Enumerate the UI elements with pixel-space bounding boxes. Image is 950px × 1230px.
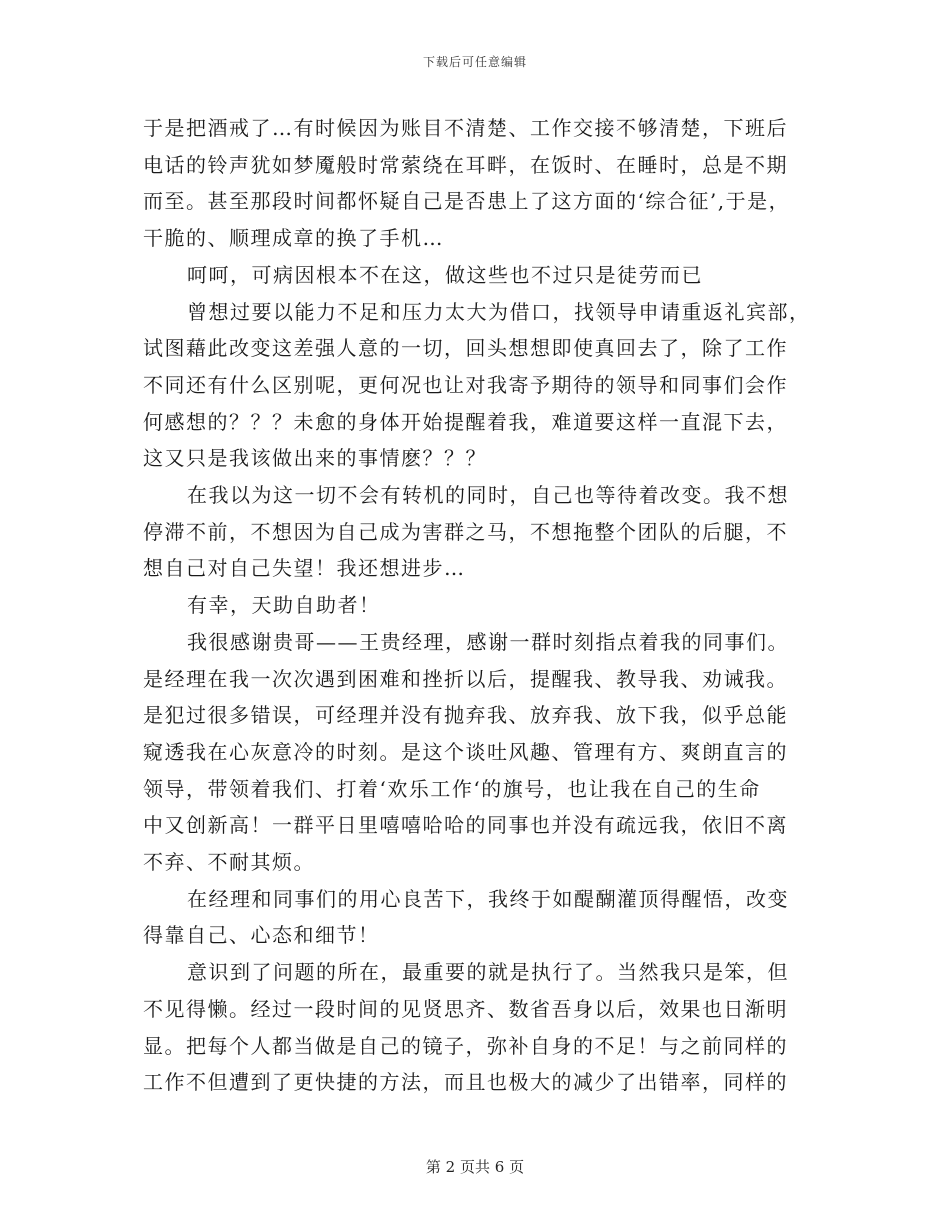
text-line: 停滞不前，不想因为自己成为害群之马，不想拖整个团队的后腿，不 [143,519,788,544]
text-line: 显。把每个人都当做是自己的镜子，弥补自身的不足！与之前同样的 [143,1033,788,1058]
text-line: 呵呵，可病因根本不在这，做这些也不过只是徒劳而已 [187,262,703,287]
text-line: 领导，带领着我们、打着‘欢乐工作‘的旗号，也让我在自己的生命 [143,776,761,801]
text-line: 想自己对自己失望！我还想进步… [143,556,466,581]
text-line: 是犯过很多错误，可经理并没有抛弃我、放弃我、放下我，似乎总能 [143,703,788,728]
text-line: 电话的铃声犹如梦魇般时常萦绕在耳畔，在饭时、在睡时，总是不期 [143,152,788,177]
text-line: 我很感谢贵哥——王贵经理，感谢一群时刻指点着我的同事们。 [187,629,789,654]
text-line: 不同还有什么区别呢，更何况也让对我寄予期待的领导和同事们会作 [143,372,788,397]
text-line: 干脆的、顺理成章的换了手机… [143,226,444,251]
text-line: 窥透我在心灰意冷的时刻。是这个谈吐风趣、管理有方、爽朗直言的 [143,739,788,764]
text-line: 工作不但遭到了更快捷的方法，而且也极大的减少了出错率，同样的 [143,1070,788,1095]
text-line: 有幸，天助自助者！ [187,593,381,618]
text-line: 在我以为这一切不会有转机的同时，自己也等待着改变。我不想 [187,483,789,508]
text-line: 这又只是我该做出来的事情麽？？？ [143,446,487,471]
page-header: 下载后可任意编辑 [422,55,527,69]
text-line: 而至。甚至那段时间都怀疑自己是否患上了这方面的‘综合征’,于是， [143,189,791,214]
text-line: 试图藉此改变这差强人意的一切，回头想想即使真回去了，除了工作 [143,336,788,361]
text-line: 何感想的？？？未愈的身体开始提醒着我，难道要这样一直混下去， [143,409,788,434]
text-line: 意识到了问题的所在，最重要的就是执行了。当然我只是笨，但 [187,960,789,985]
text-line: 是经理在我一次次遇到困难和挫折以后，提醒我、教导我、劝诫我。 [143,666,788,691]
text-line: 中又创新高！一群平日里嘻嘻哈哈的同事也并没有疏远我，依旧不离 [143,813,788,838]
text-line: 在经理和同事们的用心良苦下，我终于如醍醐灌顶得醒悟，改变 [187,886,789,911]
document-body [143,110,811,1101]
text-line: 于是把酒戒了…有时候因为账目不清楚、工作交接不够清楚，下班后 [143,116,788,140]
text-line: 不弃、不耐其烦。 [143,850,315,875]
page-footer: 第 2 页共 6 页 [425,1158,525,1176]
text-line: 得靠自己、心态和细节！ [143,923,380,948]
text-line: 曾想过要以能力不足和压力太大为借口，找领导申请重返礼宾部， [187,299,811,324]
text-line: 不见得懒。经过一段时间的见贤思齐、数省吾身以后，效果也日渐明 [143,996,788,1021]
